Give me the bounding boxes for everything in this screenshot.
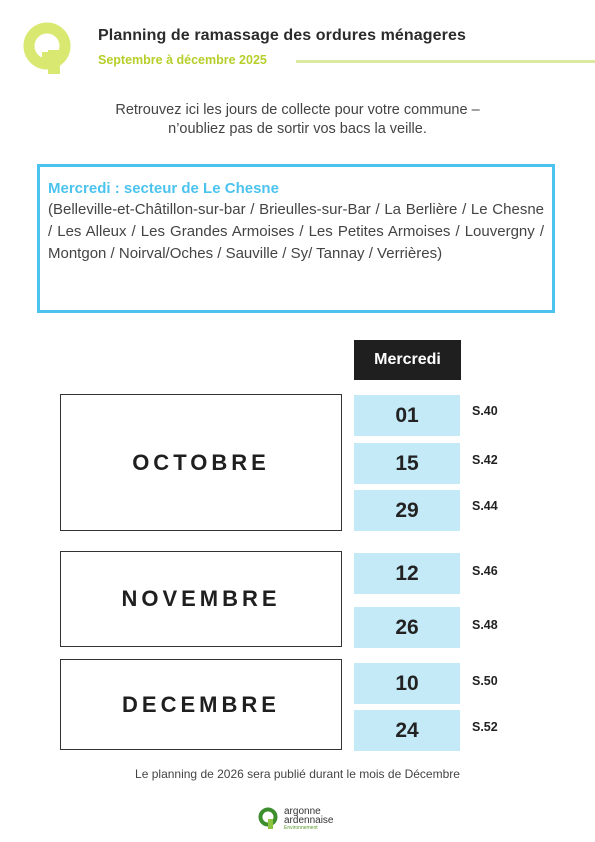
brand-line-2: ardennaise	[284, 815, 334, 826]
sector-title: Mercredi : secteur de Le Chesne	[48, 180, 279, 197]
argonne-ardennaise-logo-icon	[257, 806, 281, 830]
subtitle-divider	[296, 60, 595, 63]
date-cell: 15	[354, 443, 460, 484]
week-label: S.44	[472, 499, 498, 513]
page-title: Planning de ramassage des ordures ménageres	[98, 27, 467, 44]
week-label: S.50	[472, 674, 498, 688]
intro-line-2: n’oubliez pas de sortir vos bacs la veille.	[168, 121, 427, 137]
week-label: S.48	[472, 618, 498, 632]
date-cell: 26	[354, 607, 460, 648]
page-subtitle: Septembre à décembre 2025	[98, 53, 267, 67]
sector-communes: (Belleville-et-Châtillon-sur-bar / Brieulles-sur-Bar / La Berlière / Le Chesne / Les Alleux / Les Grandes Armoises / Les Petites Armoises / Louvergny / Montgon / Noirval/Oches / Sauville / Sy/ Tannay / Verrières)	[48, 201, 544, 262]
intro-text	[40, 101, 555, 139]
week-label: S.42	[472, 453, 498, 467]
brand-line-3: Environnement	[284, 825, 318, 831]
date-cell: 29	[354, 490, 460, 531]
date-cell: 01	[354, 395, 460, 436]
date-cell: 24	[354, 710, 460, 751]
month-novembre: NOVEMBRE	[60, 551, 342, 647]
month-octobre: OCTOBRE	[60, 394, 342, 531]
day-header: Mercredi	[354, 340, 461, 380]
week-label: S.40	[472, 404, 498, 418]
brand-text	[284, 807, 333, 832]
week-label: S.52	[472, 720, 498, 734]
week-label: S.46	[472, 564, 498, 578]
q-logo-icon	[22, 20, 80, 78]
date-cell: 10	[354, 663, 460, 704]
date-cell: 12	[354, 553, 460, 594]
month-decembre: DECEMBRE	[60, 659, 342, 750]
sector-box	[37, 164, 555, 313]
intro-line-1: Retrouvez ici les jours de collecte pour votre commune –	[115, 102, 480, 118]
brand-line-1: argonne	[284, 806, 321, 817]
footer-note: Le planning de 2026 sera publié durant le mois de Décembre	[135, 767, 460, 781]
